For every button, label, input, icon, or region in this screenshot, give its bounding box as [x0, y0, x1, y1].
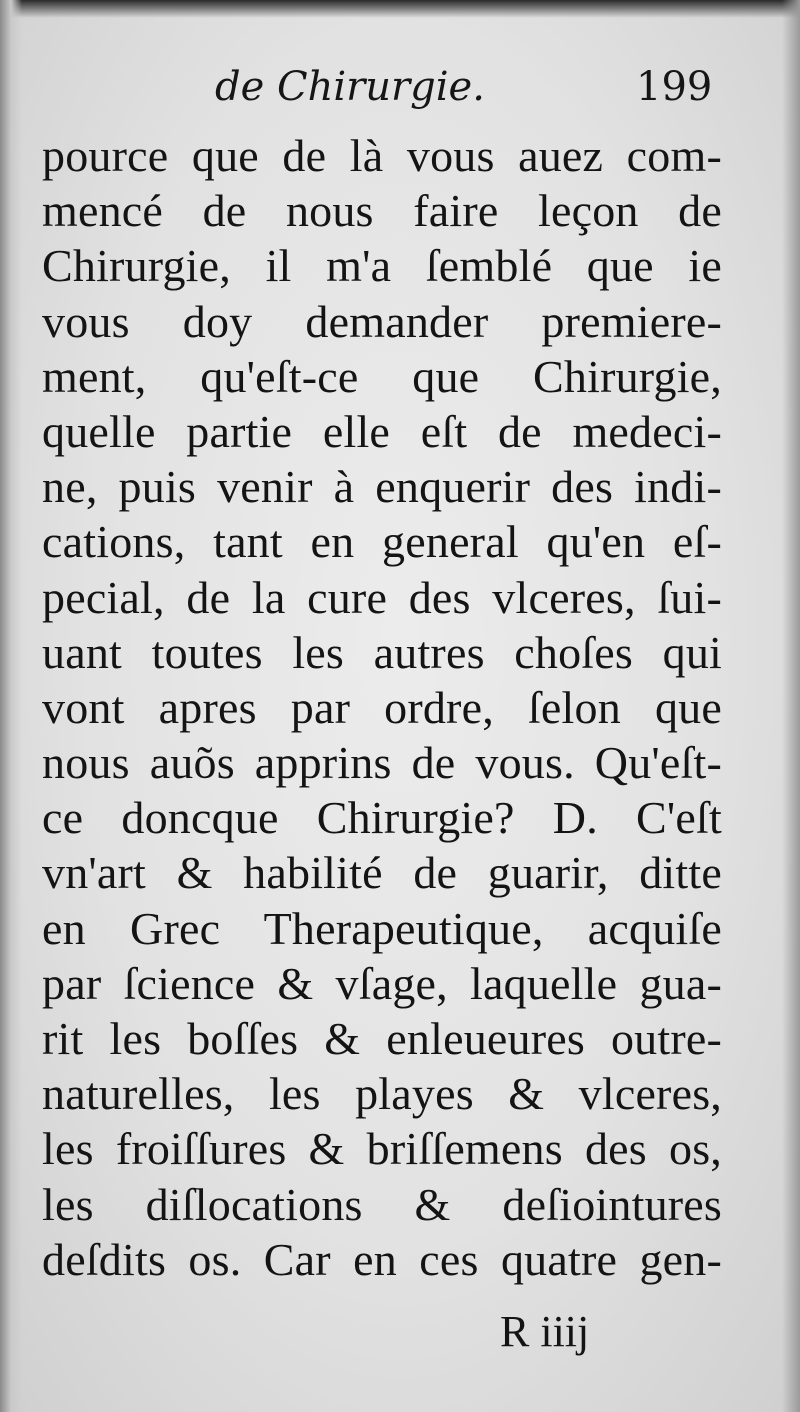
text-line: ne, puis venir à enquerir des indi- [42, 461, 722, 513]
text-line: en Grec Therapeutique, acquiſe [42, 902, 722, 954]
page-top-shadow [0, 0, 800, 18]
page-right-edge [782, 0, 800, 1412]
text-line: cations, tant en general qu'en eſ- [42, 516, 722, 568]
running-head: de Chirurgie. [215, 64, 485, 110]
text-line: vont apres par ordre, ſelon que [42, 681, 722, 733]
text-line: ment, qu'eſt-ce que Chirurgie, [42, 350, 722, 402]
text-line: nous auõs apprins de vous. Qu'eſt- [42, 737, 722, 789]
text-line: pecial, de la cure des vlceres, ſui- [42, 571, 722, 623]
text-line: quelle partie elle eſt de medeci- [42, 405, 722, 457]
page-gutter-shadow [0, 0, 22, 1412]
body-text [42, 128, 722, 1287]
text-line: ce doncque Chirurgie? D. C'eſt [42, 792, 722, 844]
text-line: vous doy demander premiere- [42, 295, 722, 347]
page-number: 199 [636, 64, 713, 110]
text-line: par ſcience & vſage, laquelle gua- [42, 957, 722, 1009]
text-line: Chirurgie, il m'a ſemblé que ie [42, 240, 722, 292]
text-line: vn'art & habilité de guarir, ditte [42, 847, 722, 899]
text-line: deſdits os. Car en ces quatre gen- [42, 1233, 722, 1285]
text-line: rit les boſſes & enleueures outre- [42, 1013, 722, 1064]
text-line: mencé de nous faire leçon de [42, 185, 722, 237]
text-line: pource que de là vous auez com- [42, 130, 722, 181]
text-line: uant toutes les autres choſes qui [42, 626, 722, 678]
text-line: naturelles, les playes & vlceres, [42, 1068, 722, 1120]
text-line: les diſlocations & deſiointures [42, 1178, 722, 1230]
text-line: les froiſſures & briſſemens des os, [42, 1123, 722, 1175]
signature-mark: R iiij [500, 1307, 590, 1356]
